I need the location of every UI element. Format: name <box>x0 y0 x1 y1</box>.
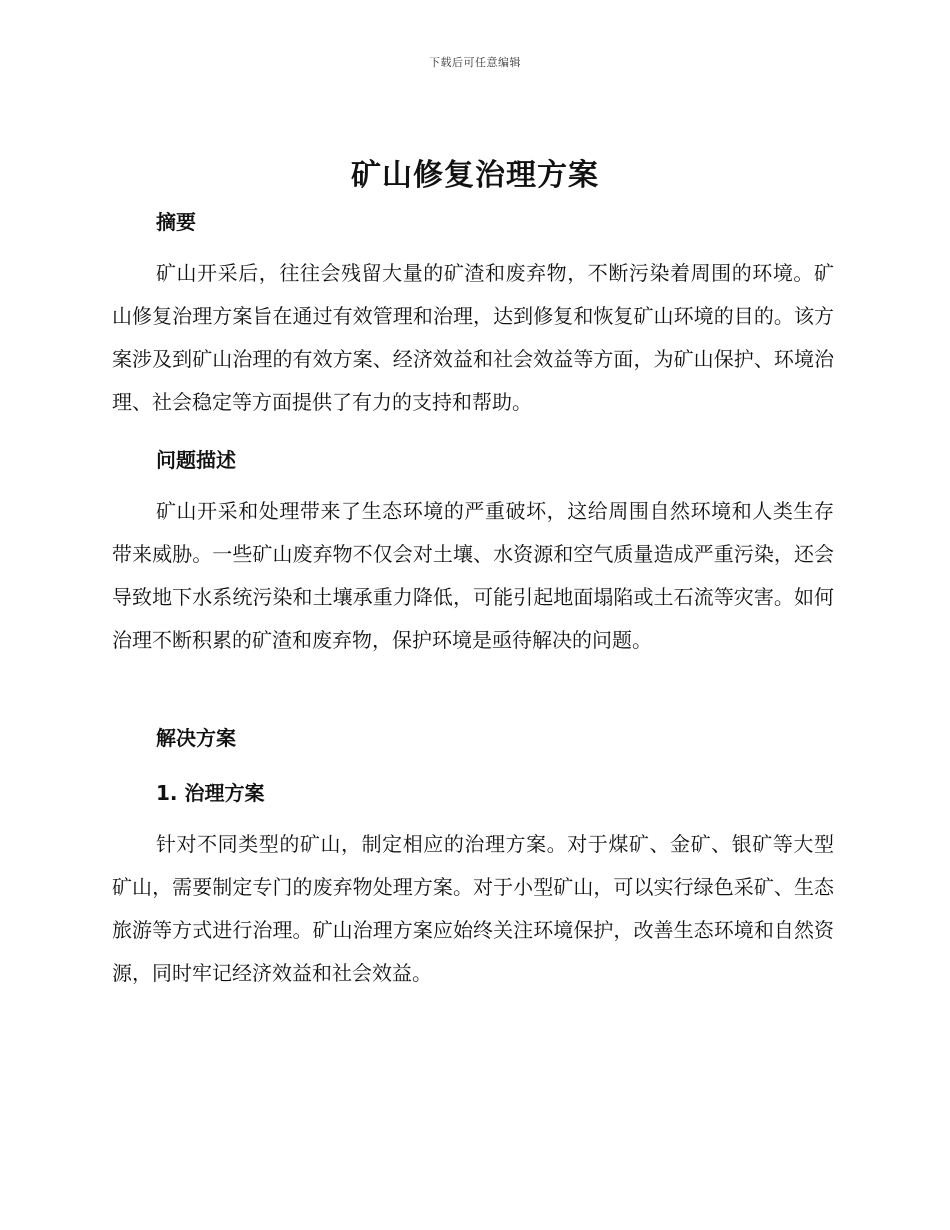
heading-problem-description: 问题描述 <box>156 448 236 472</box>
heading-governance-plan: 1. 治理方案 <box>156 781 265 805</box>
paragraph-problem-description: 矿山开采和处理带来了生态环境的严重破坏，这给周围自然环境和人类生存带来威胁。一些矿山废弃物不仅会对土壤、水资源和空气质量造成严重污染，还会导致地下水系统污染和土壤承重力降低，可能引起地面塌陷或土石流等灾害。如何治理不断积累的矿渣和废弃物，保护环境是亟待解决的问题。 <box>112 499 834 652</box>
page-header-note: 下载后可任意编辑 <box>429 56 521 69</box>
heading-abstract: 摘要 <box>156 210 196 234</box>
heading-solution: 解决方案 <box>156 726 236 750</box>
document-title: 矿山修复治理方案 <box>351 158 599 193</box>
paragraph-governance-plan: 针对不同类型的矿山，制定相应的治理方案。对于煤矿、金矿、银矿等大型矿山，需要制定专门的废弃物处理方案。对于小型矿山，可以实行绿色采矿、生态旅游等方式进行治理。矿山治理方案应始终关注环境保护，改善生态环境和自然资源，同时牢记经济效益和社会效益。 <box>112 832 834 985</box>
paragraph-abstract: 矿山开采后，往往会残留大量的矿渣和废弃物，不断污染着周围的环境。矿山修复治理方案旨在通过有效管理和治理，达到修复和恢复矿山环境的目的。该方案涉及到矿山治理的有效方案、经济效益和社会效益等方面，为矿山保护、环境治理、社会稳定等方面提供了有力的支持和帮助。 <box>112 261 834 414</box>
